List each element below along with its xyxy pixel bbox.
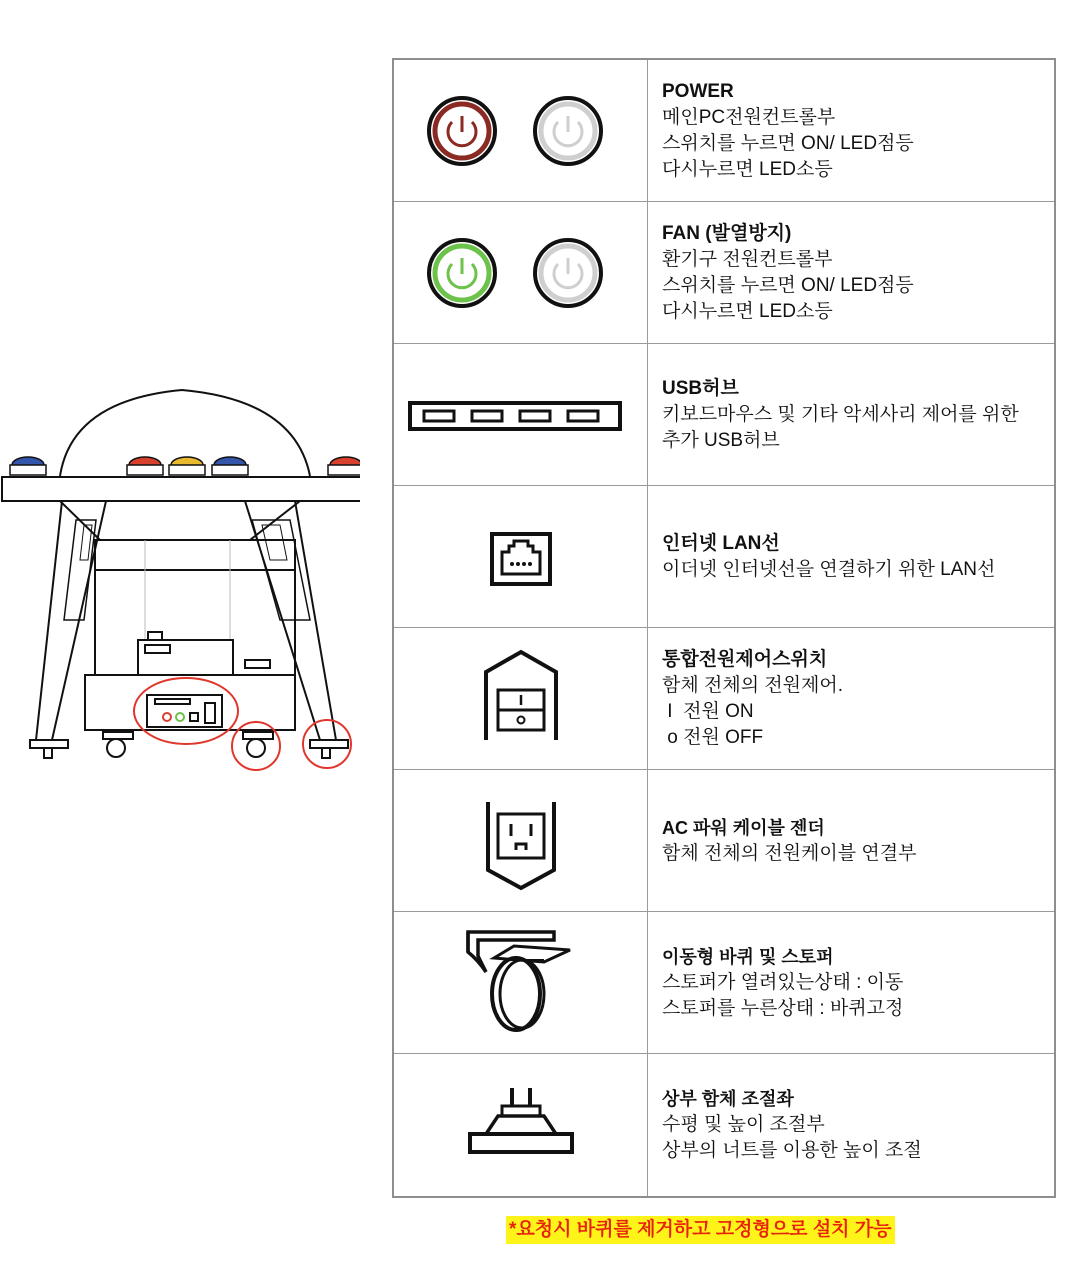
caster-wheel-icon xyxy=(468,932,570,1030)
row-line: 스위치를 누르면 ON/ LED점등 xyxy=(662,274,914,296)
icon-cell xyxy=(394,1054,648,1196)
installation-footnote: *요청시 바퀴를 제거하고 고정형으로 설치 가능 xyxy=(506,1216,895,1244)
row-line: 환기구 전원컨트롤부 xyxy=(662,248,833,270)
row-line: 이더넷 인터넷선을 연결하기 위한 LAN선 xyxy=(662,558,996,580)
icon-cell xyxy=(394,202,648,343)
row-line: 키보드마우스 및 기타 악세사리 제어를 위한 xyxy=(662,403,1019,425)
main-power-switch-icon xyxy=(486,652,556,740)
text-cell xyxy=(662,1054,1046,1196)
row-line: o 전원 OFF xyxy=(662,726,764,748)
row-line: 다시누르면 LED소등 xyxy=(662,300,833,322)
ac-power-inlet-icon xyxy=(488,802,554,888)
icon-cell xyxy=(394,344,648,485)
text-cell xyxy=(662,202,1046,343)
icon-cell xyxy=(394,912,648,1053)
icon-cell xyxy=(394,486,648,627)
machine-illustration xyxy=(0,385,360,785)
text-cell xyxy=(662,486,1046,627)
usb-hub-icon xyxy=(410,403,620,429)
fan-button-on-icon xyxy=(429,240,495,306)
text-cell xyxy=(662,912,1046,1053)
row-title: 인터넷 LAN선 xyxy=(662,532,780,554)
spec-row-lan xyxy=(394,486,1054,628)
row-title: AC 파워 케이블 젠더 xyxy=(662,817,825,838)
icon-cell xyxy=(394,770,648,911)
row-title: USB허브 xyxy=(662,377,739,399)
row-line: 스토퍼를 누른상태 : 바퀴고정 xyxy=(662,997,904,1019)
power-button-off-icon xyxy=(535,98,601,164)
row-line: 상부의 너트를 이용한 높이 조절 xyxy=(662,1140,922,1161)
spec-row-ac-inlet xyxy=(394,770,1054,912)
lan-port-icon xyxy=(492,534,550,584)
text-cell xyxy=(662,770,1046,911)
icon-cell xyxy=(394,60,648,201)
row-line: 추가 USB허브 xyxy=(662,429,780,451)
text-cell xyxy=(662,344,1046,485)
power-button-on-icon xyxy=(429,98,495,164)
row-title: 이동형 바퀴 및 스토퍼 xyxy=(662,946,834,967)
text-cell xyxy=(662,628,1046,769)
row-line: I 전원 ON xyxy=(662,700,754,722)
text-cell xyxy=(662,60,1046,201)
row-line: 함체 전체의 전원제어. xyxy=(662,674,844,696)
leveling-foot-icon xyxy=(470,1088,572,1152)
spec-row-usb xyxy=(394,344,1054,486)
row-line: 수평 및 높이 조절부 xyxy=(662,1114,825,1135)
row-title: FAN (발열방지) xyxy=(662,222,792,244)
spec-row-leveler xyxy=(394,1054,1054,1196)
row-title: 상부 함체 조절좌 xyxy=(662,1089,794,1109)
row-title: 통합전원제어스위치 xyxy=(662,648,828,670)
spec-row-power xyxy=(394,60,1054,202)
row-line: 함체 전체의 전원케이블 연결부 xyxy=(662,842,917,864)
row-line: 스토퍼가 열려있는상태 : 이동 xyxy=(662,971,904,993)
row-line: 메인PC전원컨트롤부 xyxy=(662,106,836,128)
row-title: POWER xyxy=(662,80,734,102)
spec-row-caster xyxy=(394,912,1054,1054)
fan-button-off-icon xyxy=(535,240,601,306)
icon-cell xyxy=(394,628,648,769)
row-line: 스위치를 누르면 ON/ LED점등 xyxy=(662,132,914,154)
spec-row-fan xyxy=(394,202,1054,344)
spec-row-main-switch xyxy=(394,628,1054,770)
spec-table xyxy=(392,58,1056,1198)
row-line: 다시누르면 LED소등 xyxy=(662,158,833,180)
